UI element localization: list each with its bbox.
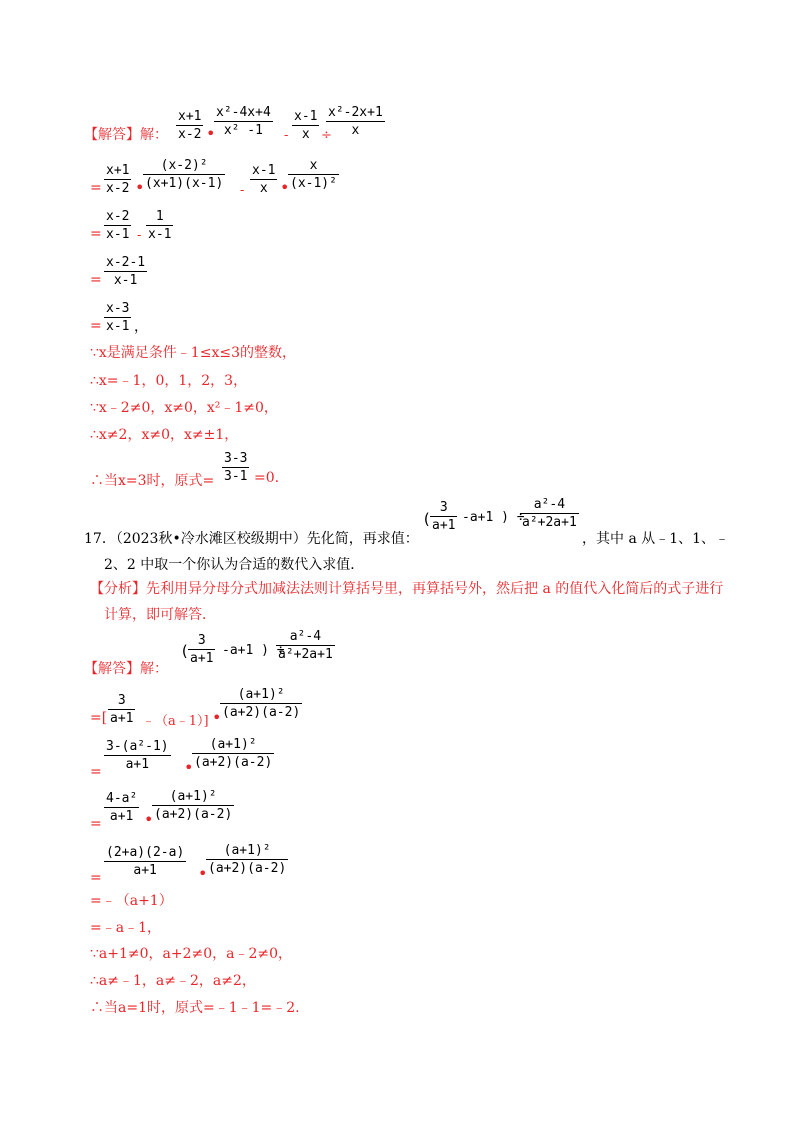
multiply-dot: • (198, 864, 208, 883)
equals-sign: = (90, 272, 102, 288)
fraction: $\frac{x-1}{x}$ (294, 109, 318, 142)
paren: ( (422, 510, 432, 528)
answer-label: 【解答】解： (84, 127, 168, 143)
fraction: $\frac{3}{a+1}$ (110, 693, 134, 726)
fraction: $\frac{\text{(a+1)²}}{(a+2)(a-2)}$ (222, 687, 301, 720)
fraction: $\frac{\text{(x-2)²}}{(x+1)(x-1)}$ (145, 158, 224, 191)
multiply-dot: • (135, 178, 145, 197)
reason-line: ∴x≠2，x≠0，x≠±1， (90, 427, 239, 443)
reason-line: ∴当a=1时，原式=﹣1﹣1=﹣2. (90, 1000, 300, 1016)
fraction: $\frac{x+1}{x-2}$ (178, 109, 202, 142)
fraction: $\frac{3}{a+1}$ (190, 633, 214, 666)
expression-text: ﹣（a﹣1）] (142, 714, 209, 729)
fraction: $\frac{x-2-1}{x-1}$ (106, 255, 146, 288)
equals-sign: =[ (90, 710, 108, 726)
reason-line: =﹣（a+1） (90, 893, 173, 909)
multiply-dot: • (144, 810, 154, 829)
answer-label: 【解答】解： (84, 661, 168, 677)
fraction: $\frac{1}{x-1}$ (148, 209, 172, 242)
fraction: $\frac{3}{a+1}$ (432, 500, 456, 533)
equals-sign: = (90, 226, 102, 242)
fraction: $\frac{\text{x²-2x+1}}{x}$ (328, 105, 383, 138)
equals-sign: = (90, 180, 102, 196)
paren: ( (180, 642, 190, 660)
reason-line: ∵x是满足条件﹣1≤x≤3的整数， (90, 345, 296, 361)
expression-text: -a+1 ) ÷ (222, 643, 285, 658)
analysis-text: 【分析】先利用异分母分式加减法法则计算括号里，再算括号外，然后把 a 的值代入化简后的式子进行 (90, 581, 724, 597)
fraction: $\frac{\text{(a+1)²}}{(a+2)(a-2)}$ (194, 737, 273, 770)
comma: ， (134, 319, 148, 335)
equals-sign: = (90, 816, 102, 832)
analysis-text: 计算，即可解答． (104, 607, 216, 623)
fraction: $\frac{\text{4-a²}}{a+1}$ (106, 791, 138, 824)
divide-sign: ÷ (321, 128, 332, 143)
reason-line: =0. (254, 470, 280, 486)
minus-sign: - (284, 128, 289, 143)
question-text: 2、2 中取一个你认为合适的数代入求值． (104, 557, 365, 573)
fraction: $\frac{x+1}{x-2}$ (106, 163, 130, 196)
equals-sign: = (90, 318, 102, 334)
reason-line: =﹣a﹣1， (90, 920, 161, 936)
minus-sign: - (240, 183, 245, 198)
fraction: $\frac{\text{3-(a²-1)}}{a+1}$ (106, 739, 169, 772)
expression-text: -a+1 ) ÷ (462, 510, 525, 525)
question-text: ，其中 a 从﹣1、1、﹣ (582, 531, 730, 547)
reason-line: ∵x﹣2≠0，x≠0，x²﹣1≠0， (90, 400, 278, 416)
equals-sign: = (90, 870, 102, 886)
fraction: $\frac{x}{\text{(x-1)²}}$ (290, 158, 337, 191)
question-text: 17．（2023秋•冷水滩区校级期中）先化简，再求值： (84, 531, 419, 547)
fraction: $\frac{(2+a)(2-a)}{a+1}$ (106, 845, 185, 878)
multiply-dot: • (206, 124, 216, 143)
fraction: $\frac{3-3}{3-1}$ (224, 451, 248, 484)
equals-sign: = (90, 764, 102, 780)
multiply-dot: • (280, 178, 290, 197)
fraction: $\frac{\text{a²-4}}{\text{a²+2a+1}}$ (278, 629, 333, 662)
fraction: $\frac{\text{(a+1)²}}{(a+2)(a-2)}$ (154, 789, 233, 822)
reason-line: ∴当x=3时，原式= (90, 473, 215, 489)
multiply-dot: • (212, 708, 222, 727)
fraction: $\frac{x-2}{x-1}$ (106, 209, 130, 242)
fraction: $\frac{x-1}{x}$ (252, 163, 276, 196)
multiply-dot: • (184, 758, 194, 777)
reason-line: ∵a+1≠0，a+2≠0，a﹣2≠0， (90, 946, 293, 962)
minus-sign: - (137, 228, 142, 243)
fraction: $\frac{\text{(a+1)²}}{(a+2)(a-2)}$ (208, 843, 287, 876)
fraction: $\frac{x-3}{x-1}$ (106, 301, 130, 334)
reason-line: ∴x=﹣1，0，1，2，3， (90, 373, 248, 389)
fraction: $\frac{\text{a²-4}}{\text{a²+2a+1}}$ (522, 497, 577, 530)
reason-line: ∴a≠﹣1，a≠﹣2，a≠2， (90, 973, 256, 989)
fraction: $\frac{\text{x²-4x+4}}{\text{x² -1}}$ (216, 105, 271, 138)
